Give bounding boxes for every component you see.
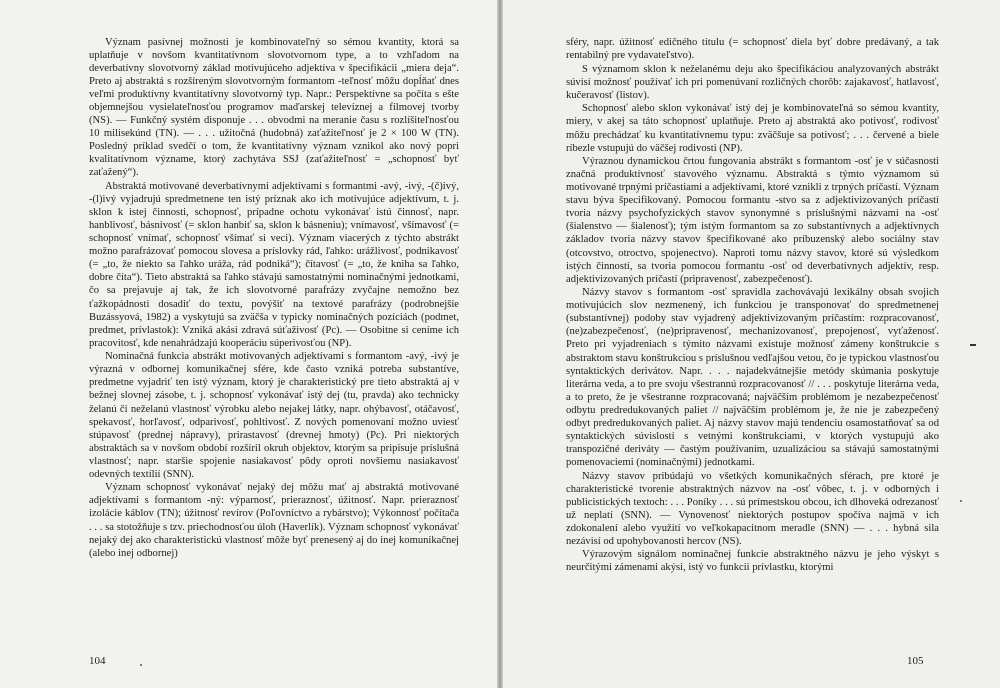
right-page bbox=[503, 0, 1000, 688]
paragraph: Význam schopnosť vykonávať nejaký dej môžu mať aj abstraktá motivované adjektívami s formantom -ný: výparnosť, prieraznosť, úžitnosť. Napr. prieraznosť izolácie káblov (TN); úžitnosť revírov (Poľovníctvo a rybárstvo); Výkonnosť počítača . . . sa stotožňuje s tzv. priechodnosťou úloh (Haverlík). Význam schopnosť vykonávať nejaký dej ako charakteristickú vlastnosť môže byť prenesený aj do inej komunikačnej (alebo inej odbornej) bbox=[89, 482, 459, 559]
speck bbox=[140, 664, 142, 666]
paragraph: S významom sklon k neželanému deju ako špecifikáciou analyzovaných abstrákt súvisí možnosť používať ich pri pomenúvaní rozličných chorôb: zajakavosť, hatlavosť, kučeravosť (listov). bbox=[566, 63, 939, 101]
left-page bbox=[0, 0, 497, 688]
paragraph: Význam pasívnej možnosti je kombinovateľný so sémou kvantity, ktorá sa uplatňuje v novšom kvantitatívnom slovotvornom type, a to vzhľadom na deverbatívny slovotvorný základ motivujúceho adjektíva v špecifikácii „miera deja“. Preto aj abstraktá s rozšíreným slovotvorným formantom -teľnosť môžu dopĺňať dnes veľmi produktívny kvantitatívny slovotvorný typ. Napr.: Perspektívne sa počíta s ešte objemnejšou vysielateľnosťou programov maďarskej televíznej a filmovej tvorby (NS). — Funkčný systém disponuje . . . obvodmi na meranie času s rozlíšiteľnosťou 10 milisekúnd (TN). — . . . užitočná (hudobná) zaťažiteľnosť je 2 × 100 W (TN). Posledný príklad svedčí o tom, že kvantitatívny význam vznikol ako nový popri kvalitatívnom význame, ktorý zachytáva SSJ (zaťažiteľnosť = „schopnosť byť zaťažený“). bbox=[89, 37, 459, 179]
paragraph: Abstraktá motivované deverbatívnymi adjektívami s formantmi -avý, -ivý, -(č)ivý, -(l)ivý vyjadrujú spredmetnene ten istý príznak ako ich motivujúce adjektívum, t. j. sklon k istej činnosti, schopnosť, prípadne ochotu vykonávať istú činnosť, napr. hanblivosť, básnivosť (= sklon hanbiť sa, sklon k básneniu); vnímavosť, všímavosť (= schopnosť vnímať, schopnosť všímať si veci). Význam viacerých z týchto abstrákt možno parafrázovať pomocou slovesa a príslovky rád, ľahko: urážlivosť, podnikavosť (= „to, že niekto sa ľahko uráža, rád podniká“); čítavosť (= „to, že kniha sa ľahko, dobre číta“). Tieto abstraktá sa ľahko stávajú samostatnými nominačnými jednotkami, čo sa prejavuje aj tak, že ich slovotvorné parafrázy zvyčajne nemožno bez ťažkopádnosti dosadiť do textu, povýšiť na textové parafrázy (podrobnejšie Buzássyová, 1982) a vyskytujú sa zväčša v typicky nominačných pozíciách (podmet, predmet, prívlastok): Vzniká akási zdravá súťaživosť (Pc). — Osobitne si ceníme ich pracovitosť, kde nenahrádzajú kooperáciu súperivosťou (NP). bbox=[89, 181, 459, 349]
page-number: 105 bbox=[907, 655, 924, 667]
page-number: 104 bbox=[89, 655, 106, 667]
paragraph: Výraznou dynamickou črtou fungovania abstrákt s formantom -osť je v súčasnosti značná produktívnosť stavového významu. Abstraktá s týmto významom sú motivované trpnými príčastiami a adjektívami, ktoré vznikli z trpných príčastí. Význam stavu býva špecifikovaný. Pomocou formantu -stvo sa z adjektivizovaných príčastí tvoria názvy psychofyzických stavov synonymné s príslušnými názvami na -osť (šialenstvo — šialenosť); tým istým formantom sa zo substantívnych a adjektívnych základov tvoria názvy stavov špecifikované ako príbuzenský alebo sociálny stav (otcovstvo, otroctvo, spojenectvo). Naproti tomu názvy stavov, ktoré sú výsledkom istých činností, sa tvoria pomocou formantu -osť od deverbatívnych adjektív, resp. adjektivizovaných príčastí (pripravenosť, zabezpečenosť). bbox=[566, 156, 939, 285]
speck bbox=[960, 500, 962, 502]
right-text-column bbox=[566, 36, 939, 575]
paragraph: Názvy stavov pribúdajú vo všetkých komunikačných sférach, pre ktoré je charakteristické tvorenie abstraktných názvov na -osť vôbec, t. j. v odborných i publicistických textoch: . . . Poníky . . . sú prímestskou obcou, ich dlhoveká odrezanosť už neplatí (SNN). — Vynovenosť niektorých postupov spočíva najmä v ich zdokonalení alebo využití vo veľkokapacitnom meradle (SNN) — . . . hybná sila nezávisí od upohybovanosti hercov (NS). bbox=[566, 470, 939, 547]
margin-mark bbox=[970, 344, 976, 346]
paragraph: Schopnosť alebo sklon vykonávať istý dej je kombinovateľná so sémou kvantity, miery, v akej sa táto schopnosť uplatňuje. Preto aj abstraktá ako potivosť, rodivosť môžu prechádzať ku kvantitatívnemu typu: zväčšuje sa potivosť; . . . červené a biele ríbezle vstupujú do väčšej rodivosti (NP). bbox=[566, 103, 939, 154]
paragraph: sféry, napr. úžitnosť edičného titulu (= schopnosť diela byť dobre predávaný, a tak rentabilný pre vydavateľstvo). bbox=[566, 37, 939, 62]
paragraph: Nominačná funkcia abstrákt motivovaných adjektívami s formantom -avý, -ivý je výrazná v odbornej komunikačnej sfére, kde často vzniká potreba substantíve, predmetne vyjadriť ten istý význam, ktorý je charakteristický pre tieto abstraktá aj v bežnej slovnej zásobe, t. j. schopnosť vykonávať istý dej (tu, pravda) ako technicky želanú či neželanú vlastnosť výrobku alebo nejakej látky, napr. ohýbavosť, otáčavosť, spekavosť, horľavosť, odparivosť, pohltivosť. Z nových pomenovaní možno uviesť stúpavosť (prednej nápravy), prirastavosť (drevnej hmoty) (Pc). Pri niektorých abstraktách sa v novšom období rozšíril okruh objektov, ktorým sa pripisuje príslušná vlastnosť; napr. staršie spojenie nasiakavosť pôdy oproti novšiemu nasiakavosť odevných textílií (SNN). bbox=[89, 351, 459, 480]
left-text-column bbox=[89, 36, 459, 560]
paragraph: Výrazovým signálom nominačnej funkcie abstraktného názvu je jeho výskyt s neurčitými zámenami akýsi, istý vo funkcii prívlastku, ktorými bbox=[566, 549, 939, 574]
paragraph: Názvy stavov s formantom -osť spravidla zachovávajú lexikálny obsah svojich motivujúcich slov nezmenený, ich funkciou je transponovať do spredmetnenej (substantívnej) podoby stav vyjadrený adjektivizovaným príčastím: rozpracovanosť, (ne)zabezpečenosť, (ne)pripravenosť, mechanizovanosť, prepojenosť, vyťaženosť. Preto pri vyjadreniach s týmito názvami existuje možnosť zámeny konštrukcie s abstraktom stavu konštrukciou s príslušnou vedľajšou vetou, čo je typickou vlastnosťou syntaktických derivátov. Napr. . . . najadekvátnejšie metódy skúmania poskytuje literárna veda, a to pre svoju všestrannú rozpracovanosť // . . . poskytuje literárna veda, a to preto, že je všestranne rozpracovaná; najväčším problémom je nezabezpečenosť odbytu predredukovaných paliet // najväčším problémom je, že nie je zabezpečený odbyt predredukovaných paliet. Aj názvy stavov majú tendenciu osamostatňovať sa od syntaktických súvislostí s vetnými konštrukciami, v ktorých vystupujú ako transpozičné deriváty — častým používaním, uzualizáciou sa stávajú samostatnými pomenovaciemi (nominačnými) jednotkami. bbox=[566, 287, 939, 468]
